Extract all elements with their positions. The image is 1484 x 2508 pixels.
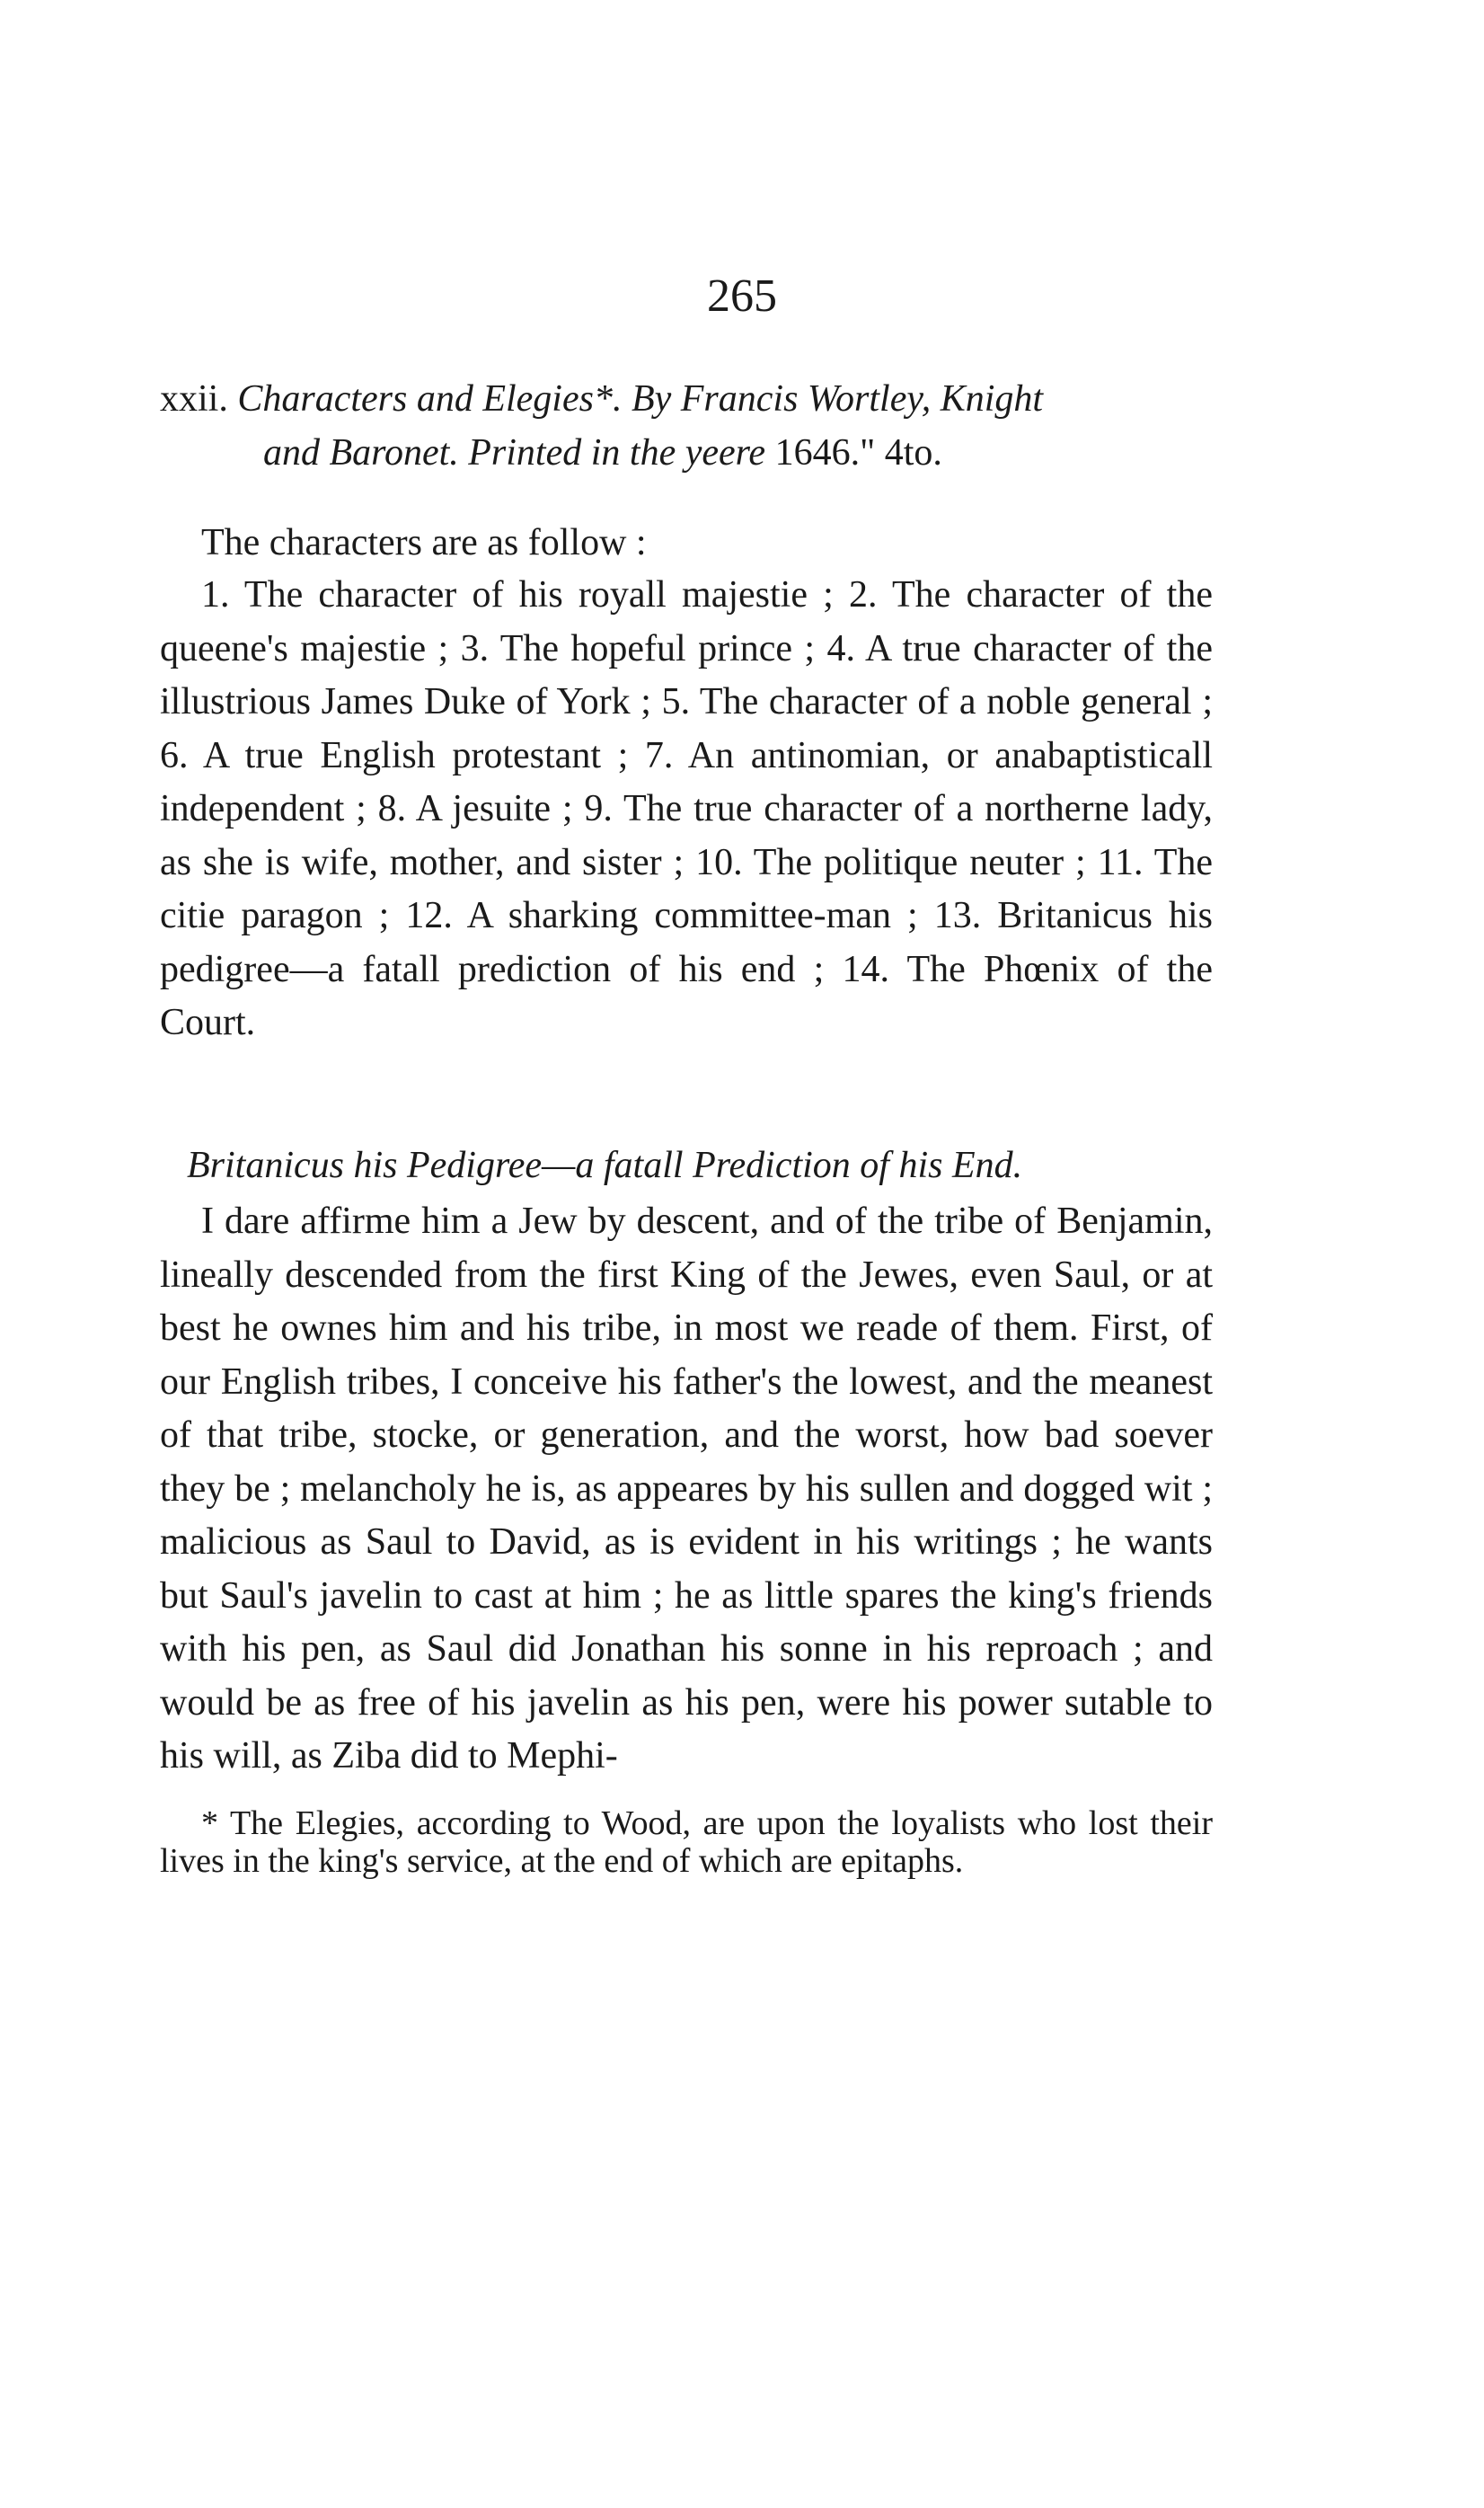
characters-intro: The characters are as follow : [201, 522, 647, 563]
footnote [160, 1804, 1213, 1880]
footnote-marker: * [201, 1804, 218, 1842]
entry-title-line-1: Characters and Elegies*. By Francis Wortley, Knight [237, 378, 1044, 420]
footnote-text: The Elegies, according to Wood, are upon the loyalists who lost their lives in the king's service, at the end of which are epitaphs. [160, 1804, 1213, 1880]
characters-list-paragraph: 1. The character of his royall majestie ; 2. The character of the queene's majestie ; 3. The hopeful prince ; 4. A true character of the illustrious James Duke of York ; 5. The character of a noble general ; 6. A true English protestant ; 7. An antinomian, or anabaptisticall independent ; 8. A jesuite ; 9. The true character of a northerne lady, as she is wife, mother, and sister ; 10. The politique neuter ; 11. The citie paragon ; 12. A sharking committee-man ; 13. Britanicus his pedigree—a fatall prediction of his end ; 14. The Phœnix of the Court. [160, 574, 1213, 1043]
entry-heading-line-1 [160, 373, 1213, 427]
entry-heading [160, 373, 1213, 480]
entry-date-format: 1646." 4to. [774, 431, 942, 474]
entry-heading-line-2 [160, 427, 1213, 481]
entry-numeral: xxii. [160, 378, 228, 420]
entry-title-line-2: and Baronet. Printed in the yeere [263, 431, 766, 474]
page-number: 265 [707, 270, 777, 322]
section-title: Britanicus his Pedigree—a fatall Prediction of his End. [187, 1145, 1023, 1186]
section-body-paragraph: I dare affirme him a Jew by descent, and of the tribe of Benjamin, lineally descended from the first King of the Jewes, even Saul, or at best he ownes him and his tribe, in most we reade of them. First, of our English tribes, I conceive his father's the lowest, and the meanest of that tribe, stocke, or generation, and the worst, how bad soever they be ; melancholy he is, as appeares by his sullen and dogged wit ; malicious as Saul to David, as is evident in his writings ; he wants but Saul's javelin to cast at him ; he as little spares the king's friends with his pen, as Saul did Jonathan his sonne in his reproach ; and would be as free of his javelin as his pen, were his power sutable to his will, as Ziba did to Mephi- [160, 1201, 1213, 1777]
